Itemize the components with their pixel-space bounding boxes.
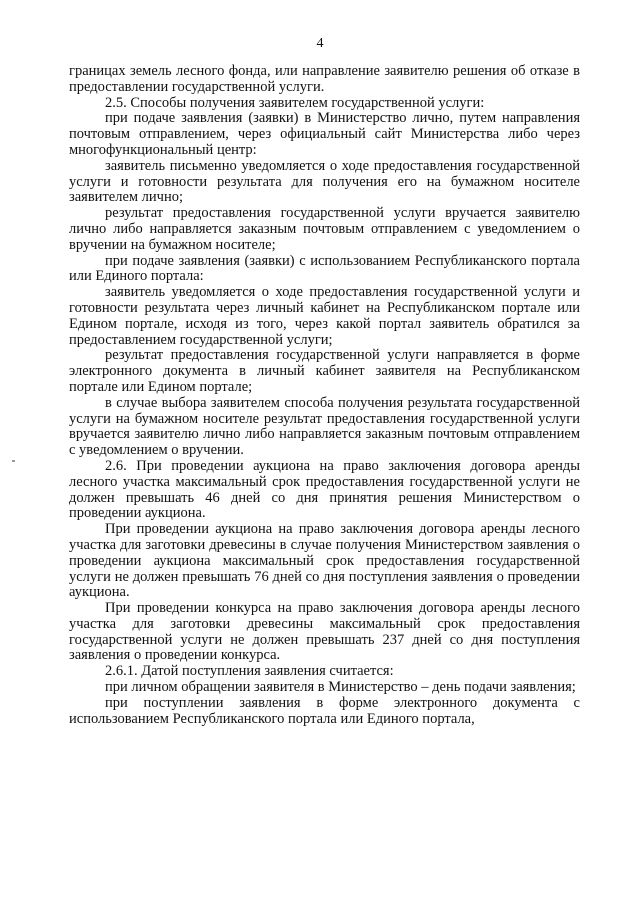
paragraph-in-person-submission: при подаче заявления (заявки) в Министерство лично, путем направления почтовым отправлением, через официальный сайт Министерства либо через многофункциональный центр: [69, 110, 580, 158]
page-number: 4 [316, 36, 324, 51]
paragraph-electronic-date: при поступлении заявления в форме электронного документа с использованием Республиканского портала или Единого портала, [69, 694, 580, 727]
paragraph-written-notification: заявитель письменно уведомляется о ходе предоставления государственной услуги и готовности результата для получения его на бумажном носителе заявителем лично; [69, 157, 580, 206]
paragraph-portal-submission: при подаче заявления (заявки) с использованием Республиканского портала или Единого портала: [69, 252, 580, 285]
paragraph-paper-result: результат предоставления государственной услуги вручается заявителю лично либо направляется заказным почтовым отправлением с уведомлением о вручении на бумажном носителе; [69, 205, 580, 253]
paragraph-contest-term: При проведении конкурса на право заключения договора аренды лесного участка для заготовки древесины максимальный срок предоставления государственной услуги не должен превышать 237 дней со дня поступления заявления о проведении конкурса. [69, 600, 580, 664]
document-body [69, 64, 580, 727]
paragraph-portal-notification: заявитель уведомляется о ходе предоставления государственной услуги и готовности результата через личный кабинет на Республиканском портале или Едином портале, исходя из того, через какой портал заявитель обратился за предоставлением государственной услуги; [69, 284, 580, 348]
paragraph-2-5-heading: 2.5. Способы получения заявителем государственной услуги: [105, 94, 485, 111]
paragraph-2-6-1-heading: 2.6.1. Датой поступления заявления считается: [105, 663, 394, 680]
paragraph-personal-appeal-date: при личном обращении заявителя в Министерство – день подачи заявления; [105, 679, 576, 696]
paragraph-continuation: границах земель лесного фонда, или направление заявителю решения об отказе в предоставлении государственной услуги. [69, 63, 580, 95]
margin-mark [12, 460, 15, 462]
paragraph-paper-option: в случае выбора заявителем способа получения результата государственной услуги на бумажном носителе результат предоставления государственной услуги вручается заявителю лично либо направляется заказным почтовым отправлением с уведомлением о вручении. [69, 394, 580, 459]
paragraph-electronic-result: результат предоставления государственной услуги направляется в форме электронного документа в личный кабинет заявителя на Республиканском портале или Едином портале; [69, 347, 580, 395]
paragraph-timber-auction-term: При проведении аукциона на право заключения договора аренды лесного участка для заготовки древесины в случае получения Министерством заявления о проведении аукциона максимальный срок предоставления государственной услуги не должен превышать 76 дней со дня поступления заявления о проведении аукциона. [69, 521, 580, 601]
paragraph-2-6-auction-term: 2.6. При проведении аукциона на право заключения договора аренды лесного участка максимальный срок предоставления государственной услуги не должен превышать 46 дней со дня принятия решения Министерством о проведении аукциона. [69, 457, 580, 522]
